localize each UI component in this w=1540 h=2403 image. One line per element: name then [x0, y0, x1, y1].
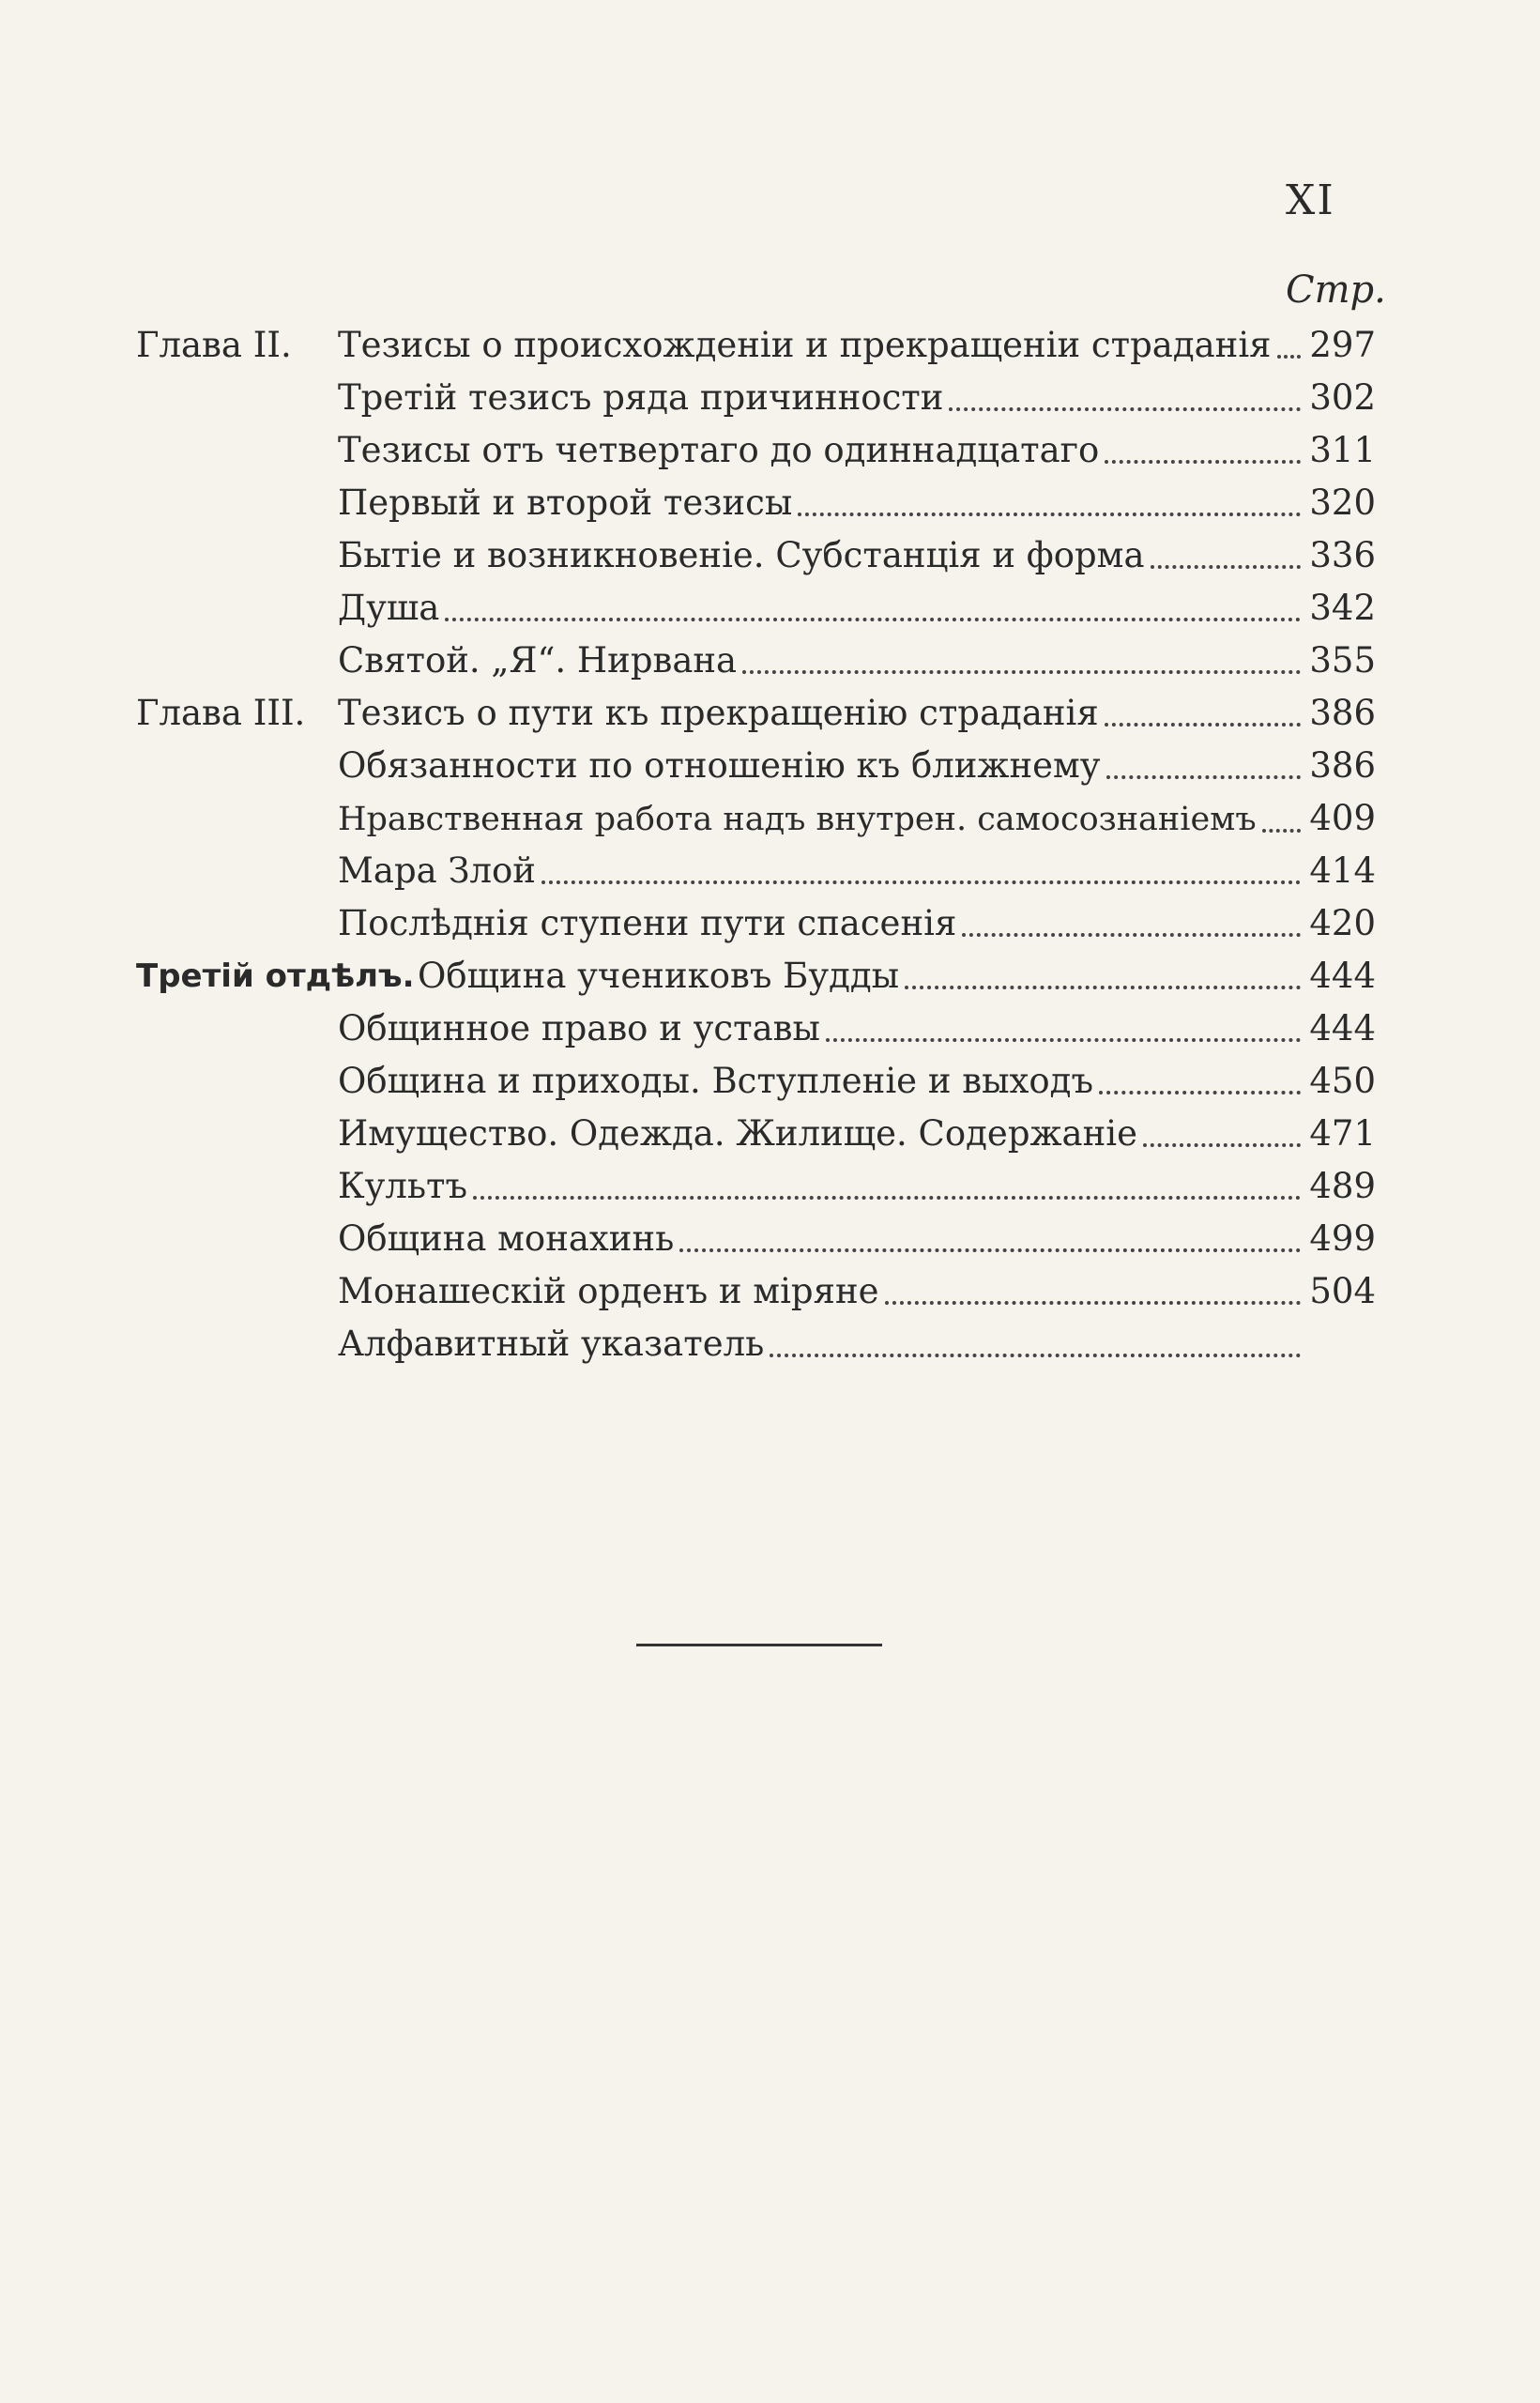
- toc-entry-page: 386: [1309, 745, 1376, 786]
- dot-leader: [1277, 351, 1301, 359]
- dot-leader: [885, 1297, 1302, 1305]
- toc-row: [0, 740, 1540, 792]
- toc-row: [0, 1003, 1540, 1055]
- toc-row: [0, 477, 1540, 529]
- dot-leader: [949, 404, 1301, 411]
- toc-entry-title: Тезисы отъ четвертаго до одиннадцатаго: [338, 430, 1100, 470]
- toc-entry: [338, 740, 1376, 792]
- toc-entry-title: Община монахинь: [338, 1218, 675, 1259]
- toc-entry-title: Обязанности по отношенію къ ближнему: [338, 745, 1101, 786]
- toc-entry-title: Бытіе и возникновеніе. Субстанція и форма: [338, 535, 1145, 575]
- toc-entry-title: Тезисы о происхожденіи и прекращеніи страданія: [338, 325, 1272, 365]
- toc-entry: [338, 1108, 1376, 1160]
- dot-leader: [1143, 1140, 1301, 1147]
- toc-entry: [338, 1003, 1376, 1055]
- toc-entry: [338, 1265, 1376, 1318]
- toc-entry-title: Алфавитный указатель: [338, 1324, 765, 1364]
- toc-entry-title: Имущество. Одежда. Жилище. Содержаніе: [338, 1113, 1137, 1154]
- toc-entry-title: Мара Злой: [338, 850, 536, 891]
- toc-entry: [338, 635, 1376, 687]
- dot-leader: [1106, 772, 1301, 779]
- toc-row: [0, 1318, 1540, 1370]
- toc-entry-title: Послѣднія ступени пути спасенія: [338, 903, 957, 943]
- dot-leader: [826, 1034, 1301, 1042]
- toc-entry: [338, 372, 1376, 424]
- toc-row: [0, 897, 1540, 950]
- toc-row: [0, 845, 1540, 897]
- toc-entry-page: 504: [1309, 1271, 1376, 1311]
- toc-entry-page: 420: [1309, 903, 1376, 943]
- toc-chapter-label: Глава II.: [136, 325, 292, 365]
- toc-entry-page: 320: [1309, 482, 1376, 523]
- toc-row: [0, 424, 1540, 477]
- toc-entry-page: 302: [1309, 377, 1376, 418]
- toc-entry-title: Нравственная работа надъ внутрен. самосознаніемъ: [338, 801, 1257, 838]
- toc-row: [0, 319, 1540, 372]
- toc-row: [0, 1108, 1540, 1160]
- toc-entry-title: Святой. „Я“. Нирвана: [338, 640, 738, 681]
- dot-leader: [962, 929, 1301, 937]
- dot-leader: [742, 666, 1301, 674]
- dot-leader: [1151, 561, 1301, 569]
- toc-entry: [338, 424, 1376, 477]
- toc-entry-title: Первый и второй тезисы: [338, 482, 793, 523]
- toc-section-label: Третій отдѣлъ.: [136, 957, 415, 995]
- toc-row: [0, 529, 1540, 582]
- toc-entry: [338, 529, 1376, 582]
- dot-leader: [1105, 456, 1301, 464]
- toc-entry-page: 297: [1309, 325, 1376, 365]
- dot-leader: [1105, 719, 1301, 727]
- toc-entry-page: 414: [1309, 850, 1376, 891]
- toc-entry: [338, 582, 1376, 635]
- dot-leader: [1262, 825, 1301, 833]
- dot-leader: [770, 1350, 1301, 1357]
- toc-entry-page: 444: [1309, 956, 1376, 996]
- toc-entry: [338, 897, 1376, 950]
- toc-entry: [338, 1160, 1376, 1213]
- toc-entry: [338, 687, 1376, 740]
- toc-entry-page: 409: [1309, 798, 1376, 838]
- toc-row: [0, 950, 1540, 1003]
- toc-entry-title: Душа: [338, 588, 440, 628]
- toc-entry-page: 386: [1309, 693, 1376, 733]
- dot-leader: [798, 509, 1301, 516]
- toc-entry-page: 450: [1309, 1061, 1376, 1101]
- dot-leader: [905, 982, 1301, 989]
- toc-entry-title: Община и приходы. Вступленіе и выходъ: [338, 1061, 1094, 1101]
- toc-row: [0, 1213, 1540, 1265]
- toc-entry-page: 499: [1309, 1218, 1376, 1259]
- toc-entry-page: 444: [1309, 1008, 1376, 1048]
- toc-entry: [338, 1318, 1376, 1370]
- toc-entry-page: 471: [1309, 1113, 1376, 1154]
- toc-entry: [338, 1213, 1376, 1265]
- dot-leader: [445, 614, 1301, 621]
- toc-row: [0, 792, 1540, 845]
- toc-entry-title: Монашескій орденъ и міряне: [338, 1271, 879, 1311]
- toc-row: [0, 1160, 1540, 1213]
- dot-leader: [473, 1192, 1301, 1200]
- toc-row: [0, 635, 1540, 687]
- pages-column-label: Стр.: [1286, 268, 1386, 312]
- toc-row: [0, 687, 1540, 740]
- toc-entry-page: 311: [1309, 430, 1376, 470]
- toc-chapter-label: Глава III.: [136, 693, 306, 733]
- toc-entry-page: 489: [1309, 1166, 1376, 1206]
- toc-entry-title: Тезисъ о пути къ прекращенію страданія: [338, 693, 1099, 733]
- toc-entry-title: Общинное право и уставы: [338, 1008, 820, 1048]
- toc-row: [0, 372, 1540, 424]
- dot-leader: [679, 1245, 1301, 1252]
- toc-entry-title: Культъ: [338, 1166, 468, 1206]
- toc-entry: [338, 477, 1376, 529]
- toc-entry: [338, 845, 1376, 897]
- toc-entry: [338, 792, 1376, 846]
- toc-entry: [338, 319, 1376, 372]
- toc-entry-page: 336: [1309, 535, 1376, 575]
- toc-entry-title: Третій тезисъ ряда причинности: [338, 377, 944, 418]
- toc-row: [0, 1055, 1540, 1108]
- toc-entry-title: Община учениковъ Будды: [418, 956, 900, 996]
- dot-leader: [541, 877, 1301, 884]
- toc-entry: [338, 1055, 1376, 1108]
- toc-row: [0, 1265, 1540, 1318]
- toc-entry-page: 342: [1309, 588, 1376, 628]
- toc-row: [0, 582, 1540, 635]
- dot-leader: [1099, 1087, 1301, 1094]
- toc-entry: [418, 950, 1376, 1003]
- end-divider: [636, 1644, 882, 1646]
- toc-entry-page: 355: [1309, 640, 1376, 681]
- page-number: XI: [1286, 176, 1335, 224]
